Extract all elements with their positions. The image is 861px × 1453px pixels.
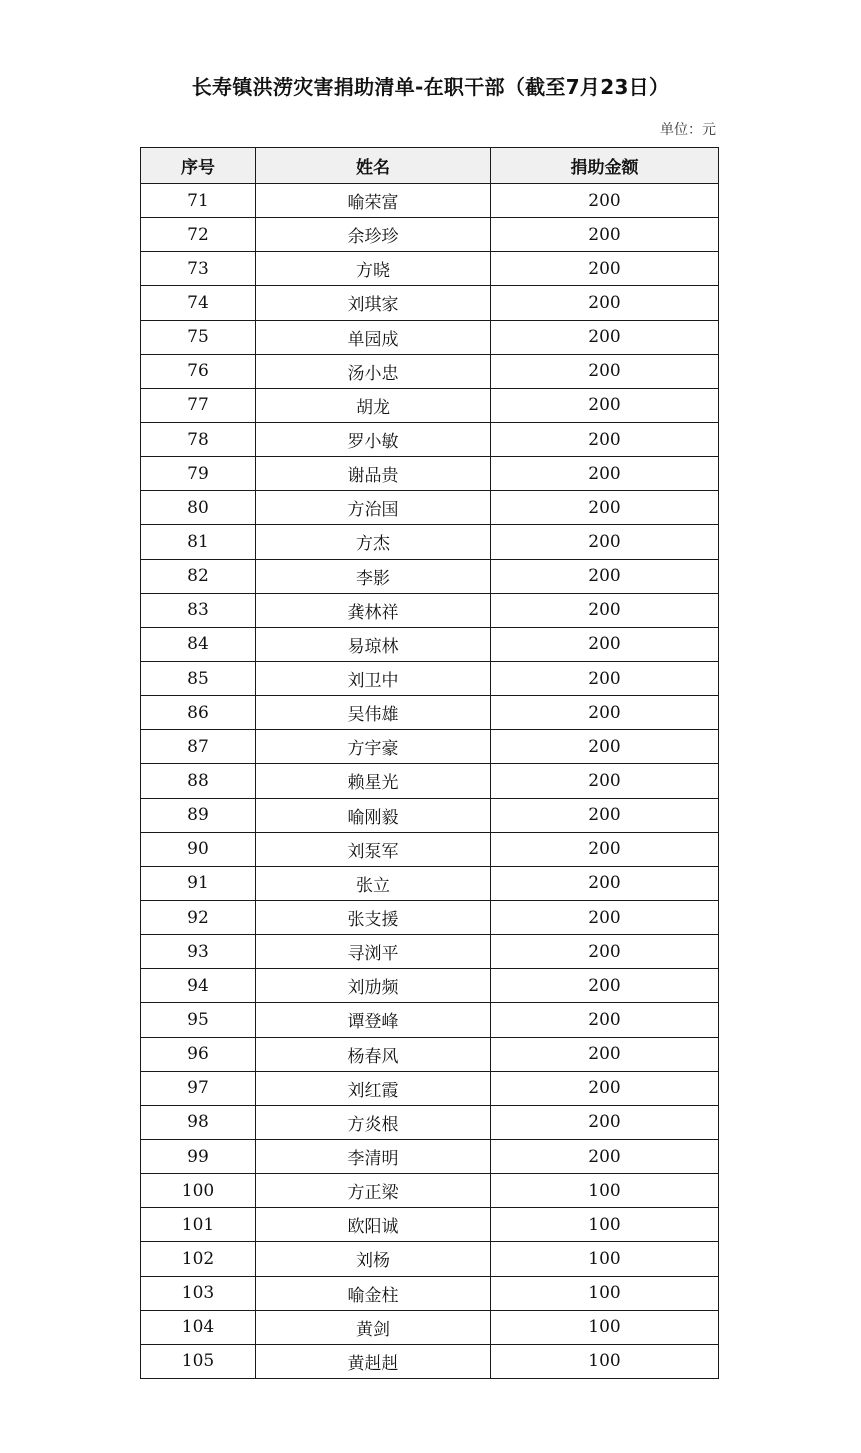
cell-name: 方正梁 (256, 1174, 491, 1208)
table-body (141, 184, 719, 1379)
cell-amount: 200 (491, 491, 719, 525)
cell-name: 刘琪家 (256, 286, 491, 320)
cell-amount: 200 (491, 218, 719, 252)
table-row (141, 1310, 719, 1344)
cell-name: 寻浏平 (256, 935, 491, 969)
cell-amount: 200 (491, 354, 719, 388)
cell-amount: 200 (491, 1139, 719, 1173)
table-row (141, 491, 719, 525)
donation-table (140, 147, 719, 1379)
table-row (141, 1276, 719, 1310)
cell-serial: 96 (141, 1037, 256, 1071)
table-row (141, 252, 719, 286)
cell-name: 刘红霞 (256, 1071, 491, 1105)
table-row (141, 593, 719, 627)
cell-name: 喻荣富 (256, 184, 491, 218)
cell-name: 黄赳赳 (256, 1344, 491, 1378)
table-row (141, 286, 719, 320)
cell-amount: 200 (491, 422, 719, 456)
cell-serial: 94 (141, 969, 256, 1003)
table-row (141, 1242, 719, 1276)
table-row (141, 1174, 719, 1208)
cell-name: 欧阳诚 (256, 1208, 491, 1242)
table-row (141, 559, 719, 593)
cell-name: 方宇豪 (256, 730, 491, 764)
cell-name: 方杰 (256, 525, 491, 559)
cell-serial: 105 (141, 1344, 256, 1378)
cell-name: 张立 (256, 866, 491, 900)
page-title: 长寿镇洪涝灾害捐助清单-在职干部（截至7月23日） (191, 75, 670, 99)
cell-serial: 100 (141, 1174, 256, 1208)
cell-serial: 72 (141, 218, 256, 252)
cell-serial: 98 (141, 1105, 256, 1139)
cell-serial: 75 (141, 320, 256, 354)
cell-serial: 81 (141, 525, 256, 559)
cell-serial: 71 (141, 184, 256, 218)
table-row (141, 1139, 719, 1173)
cell-name: 龚林祥 (256, 593, 491, 627)
cell-amount: 100 (491, 1208, 719, 1242)
cell-name: 易琼林 (256, 627, 491, 661)
cell-amount: 200 (491, 1071, 719, 1105)
cell-name: 刘泵军 (256, 832, 491, 866)
cell-serial: 87 (141, 730, 256, 764)
cell-name: 谭登峰 (256, 1003, 491, 1037)
cell-serial: 90 (141, 832, 256, 866)
cell-name: 余珍珍 (256, 218, 491, 252)
cell-name: 杨春风 (256, 1037, 491, 1071)
cell-serial: 83 (141, 593, 256, 627)
cell-serial: 80 (141, 491, 256, 525)
cell-name: 刘杨 (256, 1242, 491, 1276)
table-row (141, 1003, 719, 1037)
cell-amount: 100 (491, 1242, 719, 1276)
cell-amount: 200 (491, 559, 719, 593)
cell-name: 喻金柱 (256, 1276, 491, 1310)
cell-amount: 200 (491, 832, 719, 866)
cell-serial: 74 (141, 286, 256, 320)
cell-amount: 200 (491, 525, 719, 559)
cell-serial: 82 (141, 559, 256, 593)
cell-serial: 102 (141, 1242, 256, 1276)
table-row (141, 525, 719, 559)
cell-amount: 200 (491, 764, 719, 798)
cell-amount: 200 (491, 661, 719, 695)
table-row (141, 1037, 719, 1071)
table-row (141, 422, 719, 456)
table-row (141, 627, 719, 661)
table-row (141, 798, 719, 832)
cell-serial: 85 (141, 661, 256, 695)
cell-name: 方治国 (256, 491, 491, 525)
cell-name: 刘卫中 (256, 661, 491, 695)
cell-amount: 200 (491, 900, 719, 934)
cell-amount: 200 (491, 866, 719, 900)
cell-amount: 200 (491, 388, 719, 422)
cell-name: 单园成 (256, 320, 491, 354)
cell-name: 刘劢频 (256, 969, 491, 1003)
cell-amount: 100 (491, 1276, 719, 1310)
cell-amount: 200 (491, 1003, 719, 1037)
cell-serial: 86 (141, 696, 256, 730)
cell-serial: 77 (141, 388, 256, 422)
table-header-row (141, 148, 719, 184)
cell-serial: 89 (141, 798, 256, 832)
cell-name: 黄剑 (256, 1310, 491, 1344)
table-row (141, 1105, 719, 1139)
table-row (141, 935, 719, 969)
cell-name: 吴伟雄 (256, 696, 491, 730)
cell-amount: 100 (491, 1310, 719, 1344)
table-row (141, 730, 719, 764)
cell-serial: 99 (141, 1139, 256, 1173)
cell-name: 喻刚毅 (256, 798, 491, 832)
table-row (141, 764, 719, 798)
cell-name: 方炎根 (256, 1105, 491, 1139)
header-name: 姓名 (256, 148, 491, 184)
table-row (141, 320, 719, 354)
cell-amount: 200 (491, 627, 719, 661)
table-row (141, 457, 719, 491)
cell-name: 赖星光 (256, 764, 491, 798)
cell-amount: 200 (491, 252, 719, 286)
cell-serial: 101 (141, 1208, 256, 1242)
cell-amount: 200 (491, 969, 719, 1003)
header-amount: 捐助金额 (491, 148, 719, 184)
cell-serial: 103 (141, 1276, 256, 1310)
table-row (141, 696, 719, 730)
cell-serial: 76 (141, 354, 256, 388)
table-row (141, 661, 719, 695)
cell-amount: 200 (491, 593, 719, 627)
cell-amount: 200 (491, 286, 719, 320)
cell-amount: 100 (491, 1174, 719, 1208)
cell-name: 李影 (256, 559, 491, 593)
cell-amount: 200 (491, 935, 719, 969)
unit-label: 单位：元 (660, 122, 716, 138)
cell-serial: 93 (141, 935, 256, 969)
table-row (141, 1344, 719, 1378)
table-row (141, 388, 719, 422)
table-row (141, 354, 719, 388)
cell-amount: 200 (491, 798, 719, 832)
table-row (141, 184, 719, 218)
cell-name: 方晓 (256, 252, 491, 286)
cell-serial: 95 (141, 1003, 256, 1037)
cell-name: 汤小忠 (256, 354, 491, 388)
cell-amount: 200 (491, 184, 719, 218)
cell-name: 张支援 (256, 900, 491, 934)
cell-serial: 104 (141, 1310, 256, 1344)
cell-amount: 200 (491, 1037, 719, 1071)
cell-amount: 200 (491, 320, 719, 354)
cell-serial: 92 (141, 900, 256, 934)
cell-amount: 200 (491, 730, 719, 764)
table-row (141, 900, 719, 934)
cell-serial: 97 (141, 1071, 256, 1105)
header-serial: 序号 (141, 148, 256, 184)
cell-name: 胡龙 (256, 388, 491, 422)
cell-serial: 73 (141, 252, 256, 286)
table-row (141, 969, 719, 1003)
cell-amount: 200 (491, 696, 719, 730)
cell-serial: 88 (141, 764, 256, 798)
cell-serial: 91 (141, 866, 256, 900)
table-row (141, 218, 719, 252)
cell-name: 李清明 (256, 1139, 491, 1173)
cell-serial: 79 (141, 457, 256, 491)
cell-serial: 78 (141, 422, 256, 456)
cell-amount: 100 (491, 1344, 719, 1378)
table-row (141, 866, 719, 900)
cell-serial: 84 (141, 627, 256, 661)
cell-amount: 200 (491, 457, 719, 491)
table-row (141, 832, 719, 866)
cell-amount: 200 (491, 1105, 719, 1139)
cell-name: 谢品贵 (256, 457, 491, 491)
table-row (141, 1208, 719, 1242)
cell-name: 罗小敏 (256, 422, 491, 456)
table-row (141, 1071, 719, 1105)
